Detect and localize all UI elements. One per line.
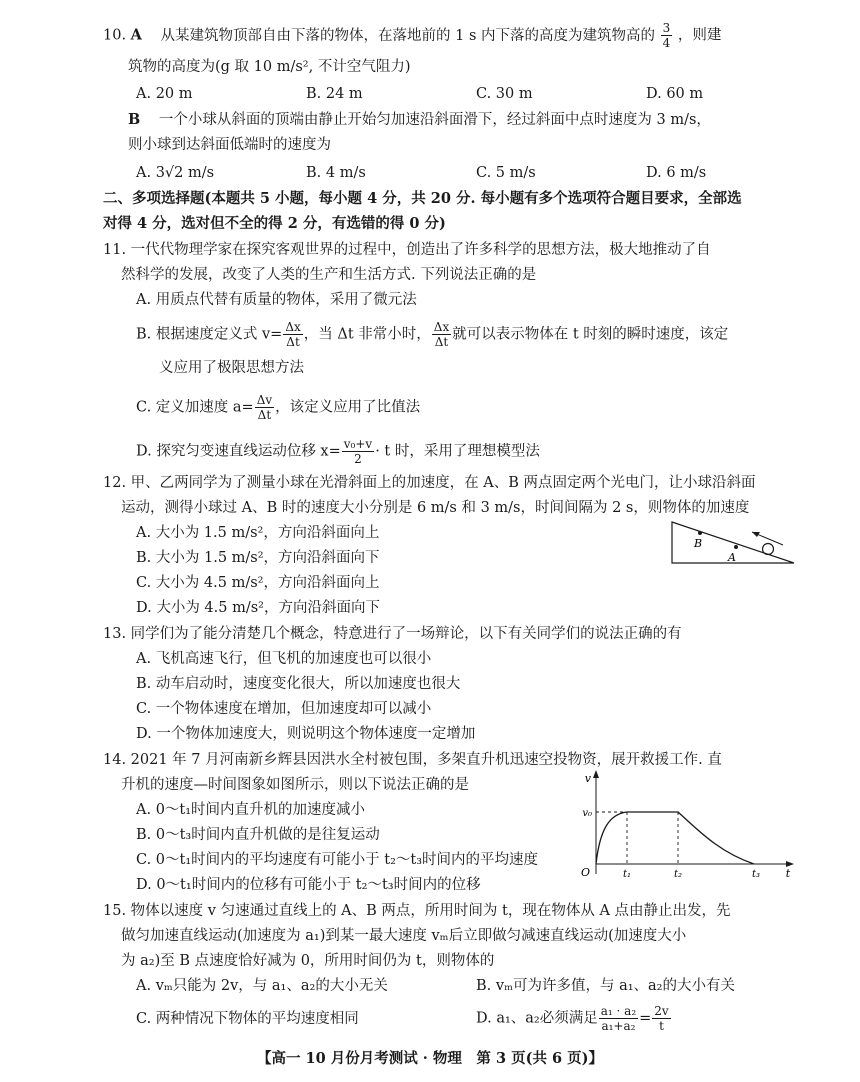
q15-option-d: D. a₁、a₂必须满足 $\frac{\text{a₁ · a₂}}{\text{a₁+a₂}}$ = $\frac{2v}{t}$: [476, 1004, 669, 1033]
q11c-fraction: $\frac{\Delta v}{\Delta t}$: [256, 393, 273, 422]
q12-line2: 运动，测得小球过 A、B 时的速度大小分别是 6 m/s 和 3 m/s，时间间隔为 2 s，则物体的加速度: [121, 500, 750, 516]
q12-incline-figure: [664, 518, 799, 568]
q12-option-b: B. 大小为 1.5 m/s²，方向沿斜面向下: [136, 550, 380, 566]
q13-line1: 13. 同学们为了能分清楚几个概念，特意进行了一场辩论，以下有关同学们的说法正确的有: [103, 626, 682, 642]
q11-option-d: D. 探究匀变速直线运动位移 x= $\frac{\text{v₀+v}}{2}$ · t 时，采用了理想模型法: [136, 437, 540, 466]
q15-line3: 为 a₂)至 B 点速度恰好减为 0，所用时间仍为 t，则物体的: [121, 953, 495, 969]
q14-line2: 升机的速度—时间图象如图所示，则以下说法正确的是: [121, 777, 469, 793]
q13-option-a: A. 飞机高速飞行，但飞机的加速度也可以很小: [136, 651, 432, 667]
q11b-fraction-1: $\frac{\Delta x}{\Delta t}$: [285, 320, 301, 349]
q10b-label: B: [128, 111, 141, 128]
q10b-line1: [128, 110, 711, 130]
q10-line1: [103, 21, 721, 50]
q13-option-b: B. 动车启动时，速度变化很大，所以加速度也很大: [136, 676, 461, 692]
q10a-label: A: [130, 26, 142, 44]
q12-option-a: A. 大小为 1.5 m/s²，方向沿斜面向上: [136, 525, 380, 541]
origin-label: O: [580, 866, 590, 879]
section2-heading-line2: 对得 4 分，选对但不全的得 2 分，有选错的得 0 分): [103, 215, 446, 232]
q15-line2: 做匀加速直线运动(加速度为 a₁)到某一最大速度 vₘ后立即做匀减速直线运动(加速度大小: [121, 928, 687, 944]
ball-icon: [763, 544, 774, 555]
q15-option-a: A. vₘ只能为 2v，与 a₁、a₂的大小无关: [136, 978, 388, 994]
q10b-option-b: B. 4 m/s: [306, 165, 366, 181]
q15-option-c: C. 两种情况下物体的平均速度相同: [136, 1011, 359, 1027]
q11-option-c: C. 定义加速度 a= $\frac{\Delta v}{\Delta t}$ ，该定义应用了比值法: [136, 393, 421, 422]
q12-option-c: C. 大小为 4.5 m/s²，方向沿斜面向上: [136, 575, 380, 591]
q10a-fraction: $\frac{3}{4}$: [662, 21, 671, 50]
q10-number: 10.: [103, 27, 127, 44]
q15d-fraction-1: $\frac{\text{a₁ · a₂}}{\text{a₁+a₂}}$: [600, 1004, 637, 1033]
q11-line1: 11. 一代代物理学家在探究客观世界的过程中，创造出了许多科学的思想方法，极大地推动了自: [103, 242, 711, 258]
q10a-option-c: C. 30 m: [476, 86, 533, 102]
q10a-option-b: B. 24 m: [306, 86, 363, 102]
q15-line1: 15. 物体以速度 v 匀速通过直线上的 A、B 两点，所用时间为 t，现在物体从 A 点由静止出发，先: [103, 903, 731, 919]
t2-label: t₂: [673, 869, 683, 880]
q15d-fraction-2: $\frac{2v}{t}$: [654, 1004, 669, 1033]
q13-option-c: C. 一个物体速度在增加，但加速度却可以减小: [136, 701, 432, 717]
v0-label: v₀: [582, 808, 592, 819]
q10a-option-d: D. 60 m: [646, 86, 704, 102]
q11d-fraction: $\frac{\text{v₀+v}}{2}$: [343, 437, 373, 466]
q11-option-b-line2: 义应用了极限思想方法: [159, 360, 304, 376]
label-a: A: [728, 551, 736, 564]
q13-option-d: D. 一个物体加速度大，则说明这个物体速度一定增加: [136, 726, 476, 742]
q10a-option-a: A. 20 m: [136, 86, 193, 102]
q10b-option-d: D. 6 m/s: [646, 165, 707, 181]
v-axis-arrow-icon: [593, 770, 599, 778]
q11-option-b: B. 根据速度定义式 v= $\frac{\Delta x}{\Delta t}$ ，当 Δt 非常小时， $\frac{\Delta x}{\Delta t}$ 就可以表示物体在 t 时刻的瞬时速度，该定: [136, 320, 729, 349]
point-a: [734, 545, 738, 549]
q11-line2: 然科学的发展，改变了人类的生产和生活方式. 下列说法正确的是: [121, 267, 537, 283]
q12-line1: 12. 甲、乙两同学为了测量小球在光滑斜面上的加速度，在 A、B 两点固定两个光电门，让小球沿斜面: [103, 475, 756, 491]
q10b-stem: 一个小球从斜面的顶端由静止开始匀加速沿斜面滑下，经过斜面中点时速度为 3 m/s，: [158, 112, 711, 128]
t1-label: t₁: [622, 869, 632, 880]
q10a-stem-end: ，则建: [677, 27, 722, 44]
q10b-line2: 则小球到达斜面低端时的速度为: [128, 137, 331, 153]
v-axis-label: v: [584, 772, 591, 785]
q14-option-d: D. 0～t₁时间内的位移有可能小于 t₂～t₃时间内的位移: [136, 877, 481, 893]
q10b-option-c: C. 5 m/s: [476, 165, 536, 181]
q14-option-b: B. 0～t₃时间内直升机做的是往复运动: [136, 827, 380, 843]
q14-vt-graph: [578, 768, 800, 880]
velocity-curve: [596, 812, 754, 864]
q14-option-a: A. 0～t₁时间内直升机的加速度减小: [136, 802, 366, 818]
label-b: B: [694, 537, 703, 550]
t-axis-label: t: [785, 867, 791, 880]
q10a-stem: 从某建筑物顶部自由下落的物体，在落地前的 1 s 内下落的高度为建筑物高的: [160, 27, 656, 44]
point-b: [698, 531, 702, 535]
q14-line1: 14. 2021 年 7 月河南新乡辉县因洪水全村被包围，多架直升机迅速空投物资，展开救援工作. 直: [103, 752, 722, 768]
q11-option-a: A. 用质点代替有质量的物体，采用了微元法: [136, 292, 417, 308]
t3-label: t₃: [751, 869, 761, 880]
q12-option-d: D. 大小为 4.5 m/s²，方向沿斜面向下: [136, 600, 380, 616]
q10a-line2: 筑物的高度为(g 取 10 m/s², 不计空气阻力): [128, 59, 411, 75]
page-footer: 【高一 10 月份月考测试 · 物理 第 3 页(共 6 页)】: [256, 1050, 603, 1067]
q14-option-c: C. 0～t₁时间内的平均速度有可能小于 t₂～t₃时间内的平均速度: [136, 852, 539, 868]
section2-heading-line1: 二、多项选择题(本题共 5 小题，每小题 4 分，共 20 分. 每小题有多个选项符合题目要求，全部选: [103, 190, 742, 207]
q11b-fraction-2: $\frac{\Delta x}{\Delta t}$: [433, 320, 450, 349]
q10b-option-a: A. 3√2 m/s: [136, 165, 215, 181]
q15-option-b: B. vₘ可为许多值，与 a₁、a₂的大小有关: [476, 978, 735, 994]
